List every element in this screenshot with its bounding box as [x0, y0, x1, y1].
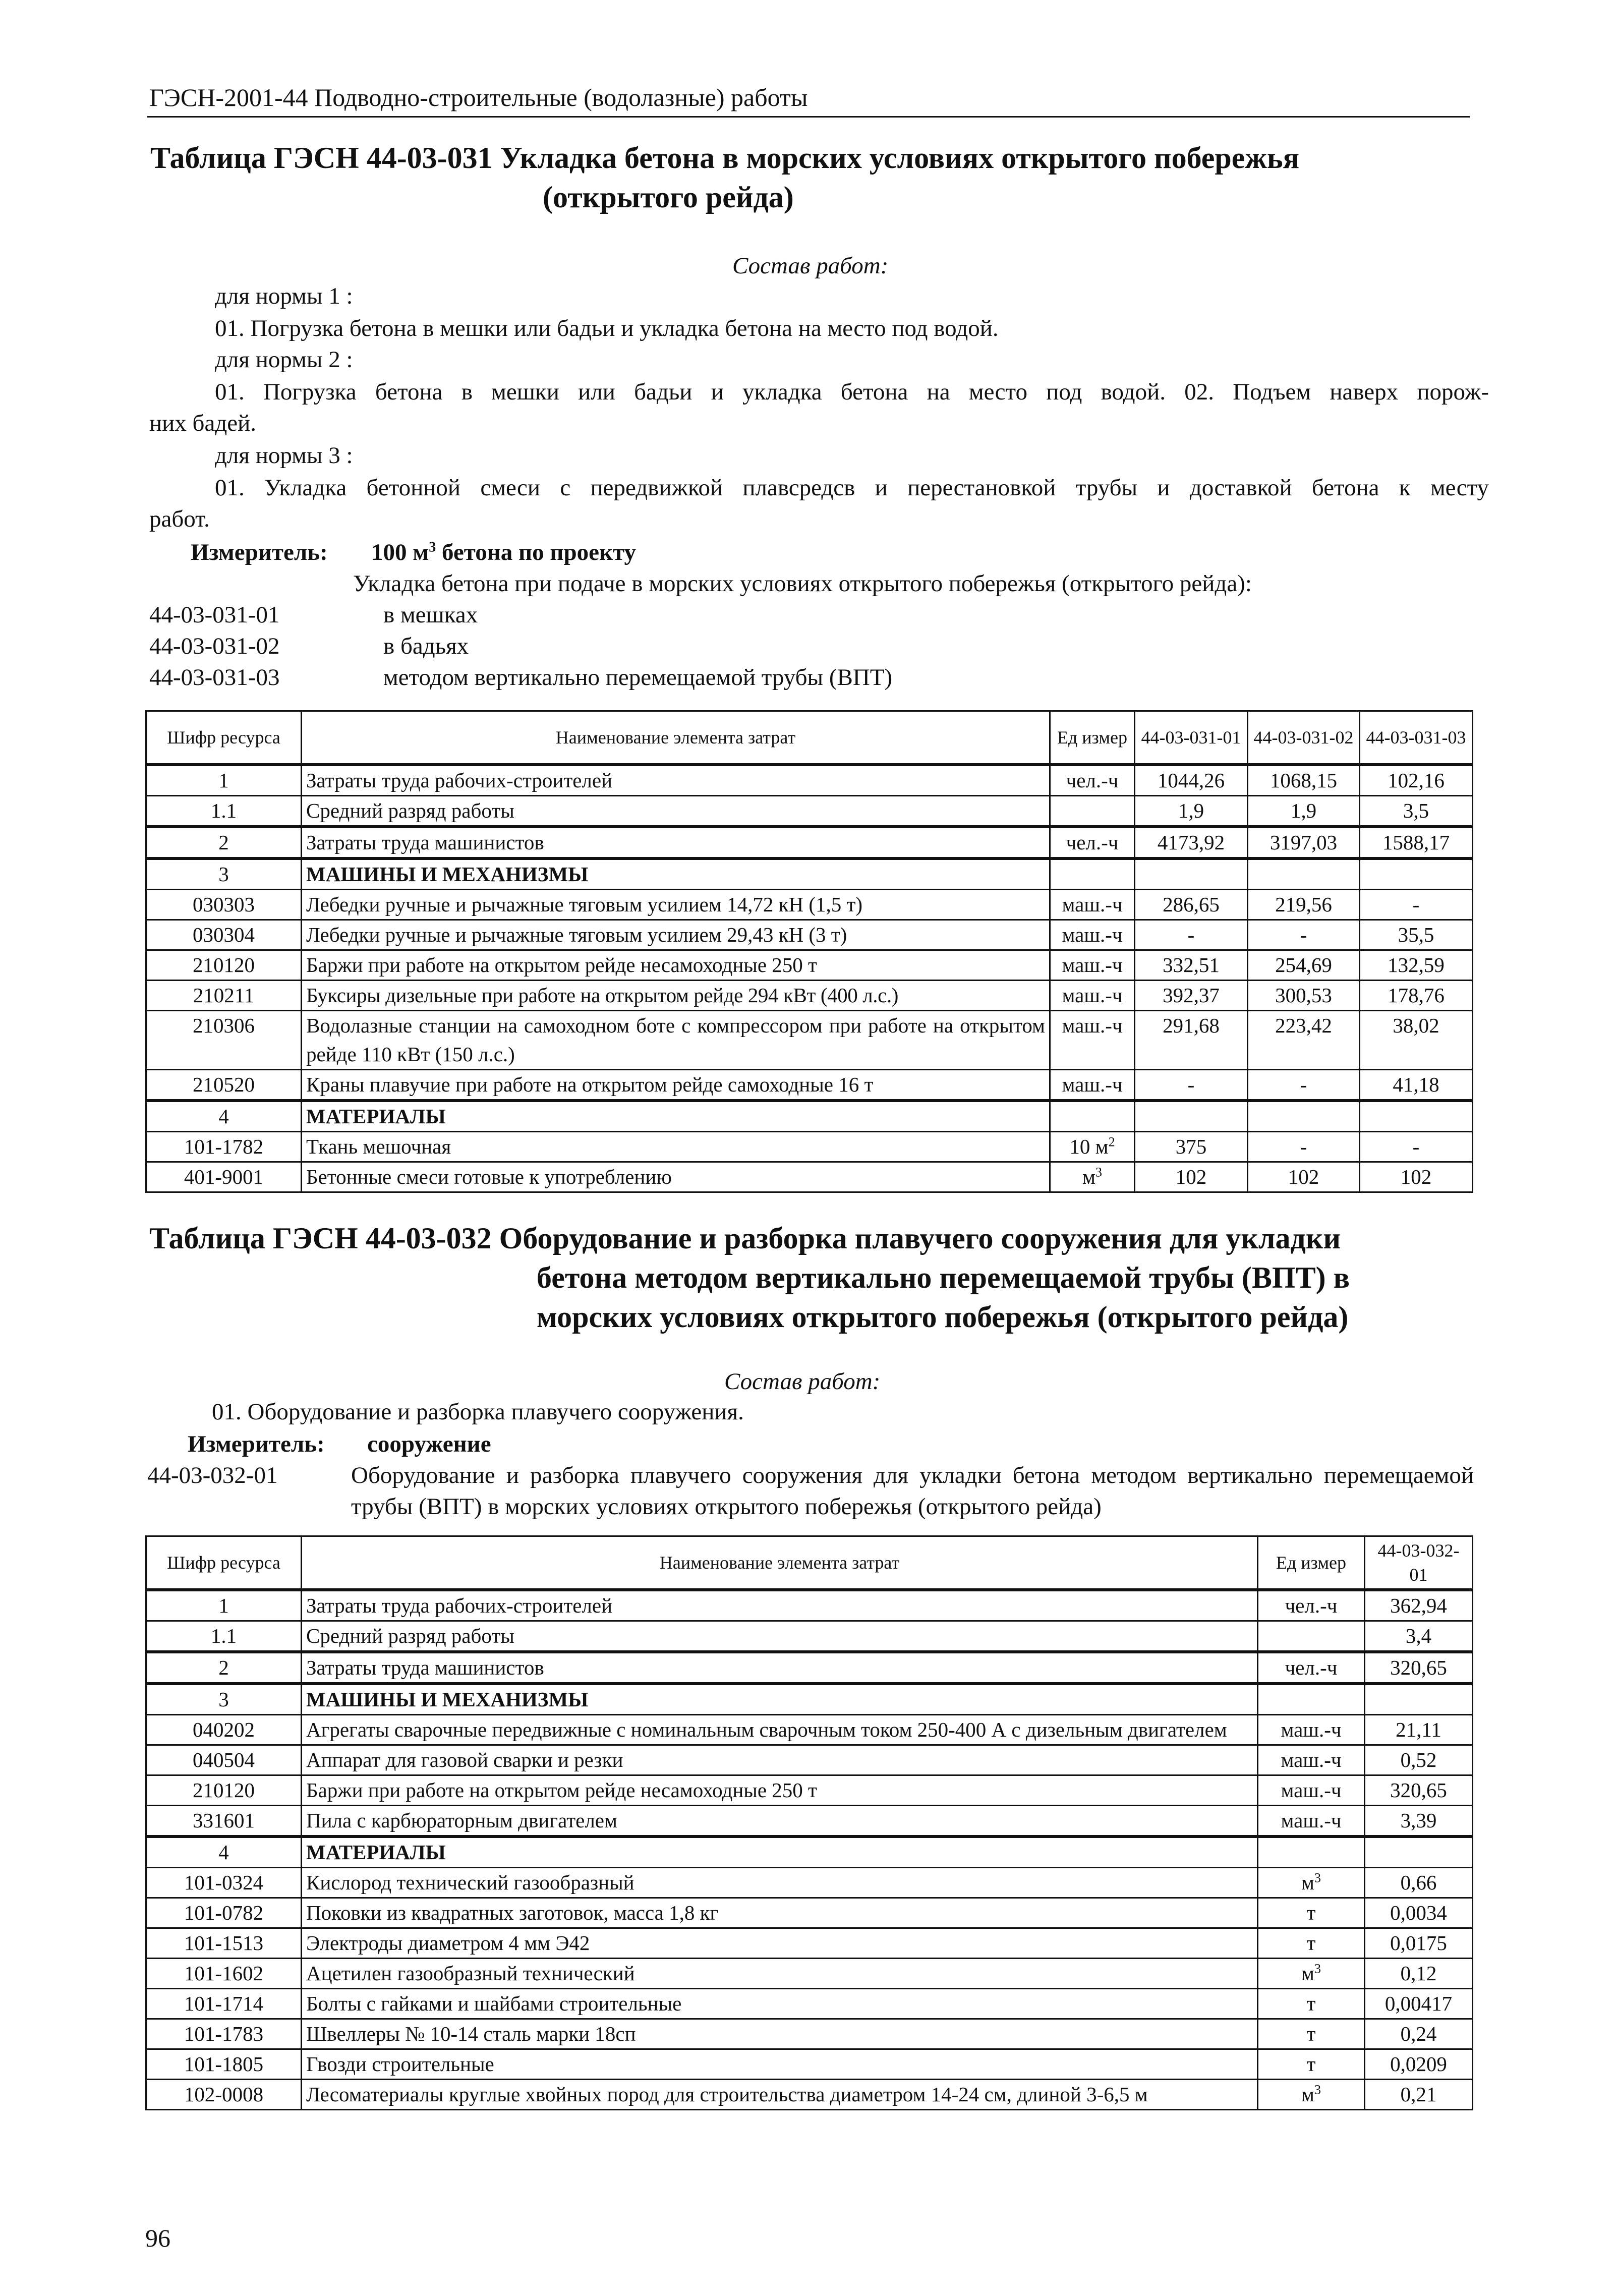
table1-code-1: 44-03-031-01: [149, 602, 280, 628]
table-row: 040504 Аппарат для газовой сварки и резки маш.-ч 0,52: [146, 1745, 1473, 1775]
col-header-unit: Ед измер: [1258, 1536, 1365, 1590]
table2-title-line2: бетона методом вертикально перемещаемой трубы (ВПТ) в: [537, 1261, 1350, 1294]
table2: [145, 1535, 1473, 2110]
table-row: 101-1714 Болты с гайками и шайбами строительные т 0,00417: [146, 1988, 1473, 2019]
table-row: 101-1602 Ацетилен газообразный технический $м^3$ 0,12: [146, 1958, 1473, 1988]
table-row: 101-1513 Электроды диаметром 4 мм Э42 т 0,0175: [146, 1928, 1473, 1958]
table2-title-line1: Таблица ГЭСН 44-03-032 Оборудование и разборка плавучего сооружения для укладки: [149, 1222, 1341, 1255]
table-row: 331601 Пила с карбюраторным двигателем маш.-ч 3,39: [146, 1805, 1473, 1836]
table-row: 210120 Баржи при работе на открытом рейде несамоходные 250 т маш.-ч 320,65: [146, 1775, 1473, 1805]
table-row: 101-1783 Швеллеры № 10-14 сталь марки 18сп т 0,24: [146, 2019, 1473, 2049]
page-number: 96: [145, 2224, 170, 2252]
col-header-norm-1: 44-03-032-01: [1365, 1536, 1473, 1590]
table-row: 1 Затраты труда рабочих-строителей чел.-ч 362,94: [146, 1590, 1473, 1621]
table2-work-text: 01. Оборудование и разборка плавучего сооружения.: [212, 1399, 744, 1425]
col-header-unit: Ед измер: [1050, 711, 1135, 765]
col-header-name: Наименование элемента затрат: [302, 711, 1050, 765]
table-row: 2 Затраты труда машинистов чел.-ч 320,65: [146, 1652, 1473, 1684]
table1-measure-label: Измеритель:: [191, 539, 328, 565]
table-row: 401-9001 Бетонные смеси готовые к употреблению $м^3$ 102 102 102: [146, 1162, 1473, 1192]
table2-code-text: Оборудование и разборка плавучего сооружения для укладки бетона методом вертикально перемещаемой трубы (ВПТ) в морских условиях открытого побережья (открытого рейда): [351, 1462, 1474, 1520]
table2-measure-value: сооружение: [367, 1431, 491, 1457]
table1-norm3-label: для нормы 3 :: [215, 442, 353, 469]
table1-norm2-text-cont: них бадей.: [149, 410, 257, 436]
table1-norm2-label: для нормы 2 :: [215, 347, 353, 373]
table-row: 210120 Баржи при работе на открытом рейде несамоходные 250 т маш.-ч 332,51 254,69 132,59: [146, 950, 1473, 980]
col-header-code: Шифр ресурса: [146, 711, 302, 765]
table-section-row: 4 МАТЕРИАЛЫ: [146, 1836, 1473, 1868]
table-row: 030304 Лебедки ручные и рычажные тяговым усилием 29,43 кН (3 т) маш.-ч - - 35,5: [146, 920, 1473, 950]
table2-title-line3: морских условиях открытого побережья (открытого рейда): [537, 1300, 1349, 1334]
running-header: ГЭСН-2001-44 Подводно-строительные (водолазные) работы: [149, 83, 808, 111]
col-header-name: Наименование элемента затрат: [302, 1536, 1258, 1590]
table-row: 210211 Буксиры дизельные при работе на открытом рейде 294 кВт (400 л.с.) маш.-ч 392,37 300,53 178,76: [146, 980, 1473, 1010]
table-row: 101-1805 Гвозди строительные т 0,0209: [146, 2049, 1473, 2079]
table1: [145, 710, 1473, 1193]
table-section-row: 3 МАШИНЫ И МЕХАНИЗМЫ: [146, 1684, 1473, 1715]
table1-work-composition-label: Состав работ:: [732, 253, 889, 279]
table-section-row: 3 МАШИНЫ И МЕХАНИЗМЫ: [146, 858, 1473, 890]
table-row: 101-0782 Поковки из квадратных заготовок, масса 1,8 кг т 0,0034: [146, 1898, 1473, 1928]
table1-norm2-text: 01. Погрузка бетона в мешки или бадьи и укладка бетона на место под водой. 02. Подъем наверх порож-: [215, 379, 1489, 405]
table1-header-row: [146, 711, 1473, 765]
table-row: 1.1 Средний разряд работы 3,4: [146, 1621, 1473, 1652]
table-row: 2 Затраты труда машинистов чел.-ч 4173,92 3197,03 1588,17: [146, 827, 1473, 858]
table2-measure-label: Измеритель:: [188, 1431, 325, 1457]
table2-work-composition-label: Состав работ:: [724, 1368, 881, 1395]
table1-code-2-text: в бадьях: [383, 633, 469, 659]
col-header-norm-3: 44-03-031-03: [1360, 711, 1473, 765]
col-header-norm-2: 44-03-031-02: [1248, 711, 1360, 765]
table-row: 101-1782 Ткань мешочная 10 $м^2$ 375 - -: [146, 1131, 1473, 1162]
col-header-code: Шифр ресурса: [146, 1536, 302, 1590]
table1-intro: Укладка бетона при подаче в морских условиях открытого побережья (открытого рейда):: [353, 570, 1252, 597]
table-row: 030303 Лебедки ручные и рычажные тяговым усилием 14,72 кН (1,5 т) маш.-ч 286,65 219,56 -: [146, 889, 1473, 920]
table2-code: 44-03-032-01: [147, 1462, 278, 1488]
table1-code-3-text: методом вертикально перемещаемой трубы (ВПТ): [383, 664, 893, 691]
table1-norm1-label: для нормы 1 :: [215, 283, 353, 309]
table1-title-line2: (открытого рейда): [543, 181, 794, 214]
header-rule: [147, 116, 1470, 118]
table-row: 040202 Агрегаты сварочные передвижные с номинальным сварочным током 250-400 А с дизельным двигателем маш.-ч 21,11: [146, 1714, 1473, 1745]
table-row: 210306 Водолазные станции на самоходном боте с компрессором при работе на открытом рейде 110 кВт (150 л.с.) маш.-ч 291,68 223,42 38,02: [146, 1010, 1473, 1069]
table-row: 1 Затраты труда рабочих-строителей чел.-ч 1044,26 1068,15 102,16: [146, 765, 1473, 796]
table1-code-2: 44-03-031-02: [149, 633, 280, 659]
table-row: 1.1 Средний разряд работы 1,9 1,9 3,5: [146, 795, 1473, 827]
table1-code-3: 44-03-031-03: [149, 664, 280, 691]
table1-code-1-text: в мешках: [383, 602, 478, 628]
table2-header-row: [146, 1536, 1473, 1590]
col-header-norm-1: 44-03-031-01: [1135, 711, 1248, 765]
table-section-row: 4 МАТЕРИАЛЫ: [146, 1101, 1473, 1132]
table-row: 102-0008 Лесоматериалы круглые хвойных пород для строительства диаметром 14-24 см, длиной 3-6,5 м $м^3$ 0,21: [146, 2079, 1473, 2109]
table1-title-line1: Таблица ГЭСН 44-03-031 Укладка бетона в морских условиях открытого побережья: [150, 141, 1300, 175]
table-row: 101-0324 Кислород технический газообразный $м^3$ 0,66: [146, 1867, 1473, 1898]
table-row: 210520 Краны плавучие при работе на открытом рейде самоходные 16 т маш.-ч - - 41,18: [146, 1069, 1473, 1101]
table1-norm3-text: 01. Укладка бетонной смеси с передвижкой плавсредсв и перестановкой трубы и доставкой бетона к месту: [215, 475, 1489, 501]
table1-measure-value: 100 $м^3$ бетона по проекту: [371, 539, 637, 565]
table1-norm3-text-cont: работ.: [149, 506, 210, 532]
table1-norm1-text: 01. Погрузка бетона в мешки или бадьи и укладка бетона на место под водой.: [215, 315, 999, 341]
